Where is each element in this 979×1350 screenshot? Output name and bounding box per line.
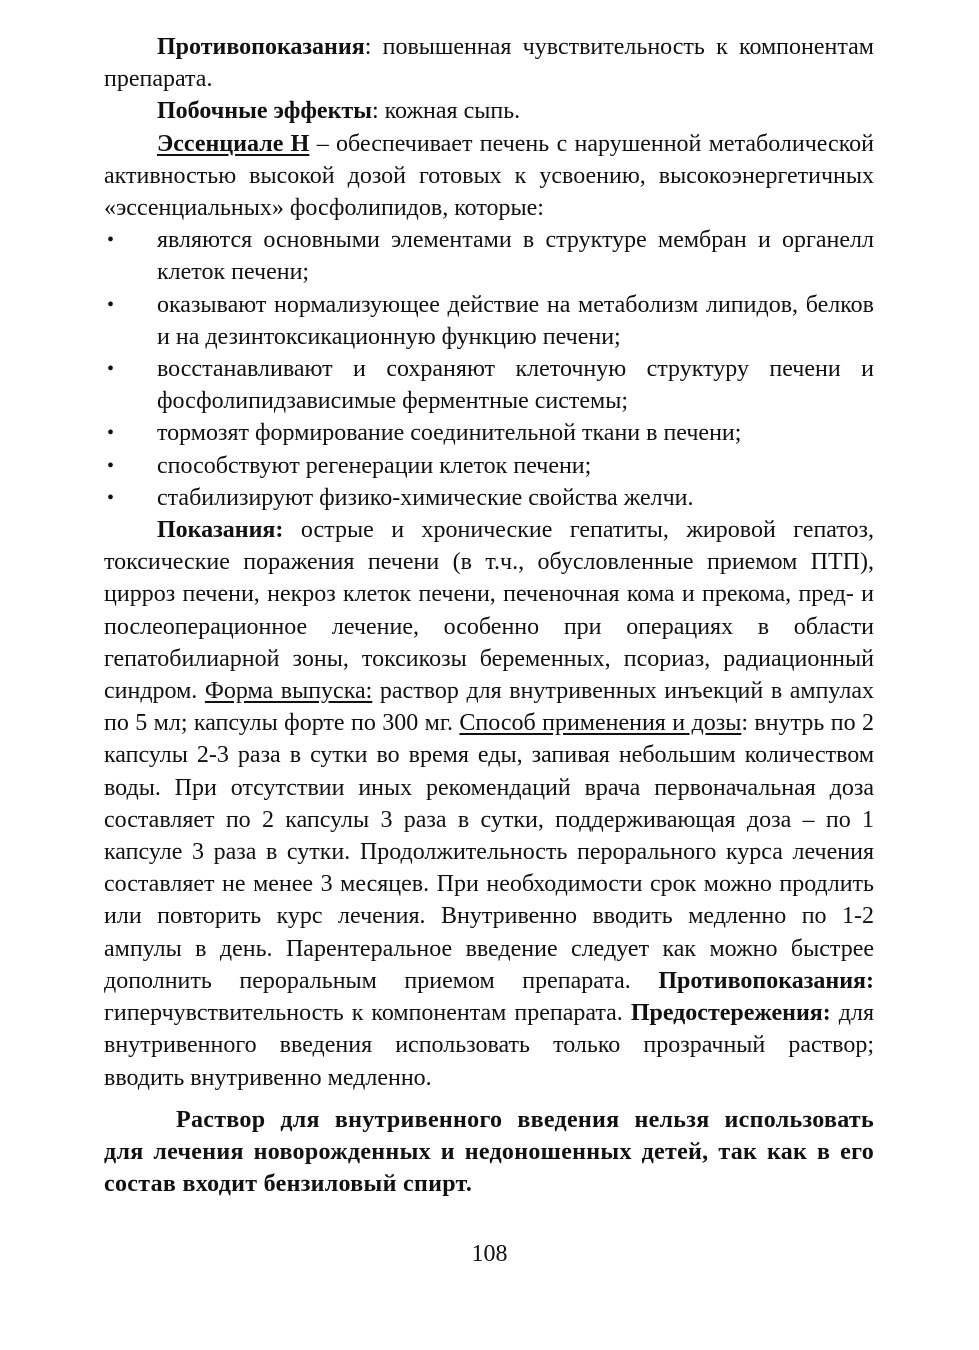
bullet-icon: • [107,358,115,381]
drug-intro-text: – обеспечивает печень с нарушенной метаболической активностью высокой дозой готовых к усвоению, высокоэнергетичных «эссенциальных» фосфолипидов, которые: [104,130,874,222]
list-item [104,224,874,288]
list-item [104,450,874,482]
dosage-text: : внутрь по 2 капсулы 2-3 раза в сутки во время еды, запивая небольшим количеством воды. При отсутствии иных рекомендаций врача первоначальная доза составляет по 2 капсулы 3 раза в сутки, поддерживающая доза – по 1 капсуле 3 раза в сутки. Продолжительность перорального курса лечения составляет не менее 3 месяцев. При необходимости срок можно продлить или повторить курс лечения. Внутривенно вводить медленно по 1-2 ампулы в день. Парентеральное введение следует как можно быстрее дополнить пероральным приемом препарата. [104,710,874,994]
indications-heading: Показания: [157,517,284,544]
page-number: 108 [471,1241,508,1267]
contraindications-heading: Противопоказания [157,34,365,60]
list-item-text: оказывают нормализующее действие на метаболизм липидов, белков и на дезинтоксикационную функцию печени; [157,291,874,350]
list-item [104,482,874,514]
properties-list [104,224,874,514]
warning-paragraph: Раствор для внутривенного введения нельзя использовать для лечения новорожденных и недоношенных детей, так как в его состав входит бензиловый спирт. [104,1106,874,1197]
list-item-text: способствуют регенерации клеток печени; [157,452,592,479]
contraindications-text-2: гиперчувствительность к компонентам препарата. [104,1000,631,1027]
list-item [104,417,874,449]
indications-paragraph [104,514,874,1094]
indications-text: острые и хронические гепатиты, жировой гепатоз, токсические поражения печени (в т.ч., обусловленные приемом ПТП), цирроз печени, некроз клеток печени, печеночная кома и прекома, пред- и послеоперационное лечение, особенно при операциях в области гепатобилиарной зоны, токсикозы беременных, псориаз, радиационный синдром. [104,517,874,705]
bullet-icon: • [107,293,115,316]
dosage-heading: Способ применения и дозы [459,710,742,737]
side-effects-paragraph [104,95,874,127]
release-form-heading: Форма выпуска: [204,678,373,705]
bullet-icon: • [107,422,115,445]
contraindications-heading-2: Противопоказания: [658,967,874,994]
list-item-text: восстанавливают и сохраняют клеточную структуру печени и фосфолипидзависимые ферментные системы; [157,356,874,415]
page-text [104,31,874,1200]
list-item [104,353,874,417]
bullet-icon: • [107,486,115,509]
list-item-text: тормозят формирование соединительной ткани в печени; [157,420,742,447]
list-item [104,289,874,353]
bullet-icon: • [107,229,115,252]
cautions-heading: Предостережения: [630,1000,831,1027]
side-effects-text: : кожная сыпь. [371,98,521,125]
list-item-text: стабилизируют физико-химические свойства желчи. [157,484,694,511]
drug-name: Эссенциале Н [157,130,310,157]
cautions-text: для внутривенного введения использовать только прозрачный раствор; вводить внутривенно медленно. [104,1000,874,1091]
contraindications-text: : повышенная чувствительность к компонентам препарата. [104,34,874,93]
bullet-icon: • [107,454,115,477]
drug-intro-paragraph [104,128,874,225]
release-form-text: раствор для внутривенных инъекций в ампулах по 5 мл; капсулы форте по 300 мг. [104,678,875,737]
list-item-text: являются основными элементами в структуре мембран и органелл клеток печени; [157,227,874,286]
side-effects-heading: Побочные эффекты [157,98,372,125]
contraindications-paragraph [104,31,874,95]
